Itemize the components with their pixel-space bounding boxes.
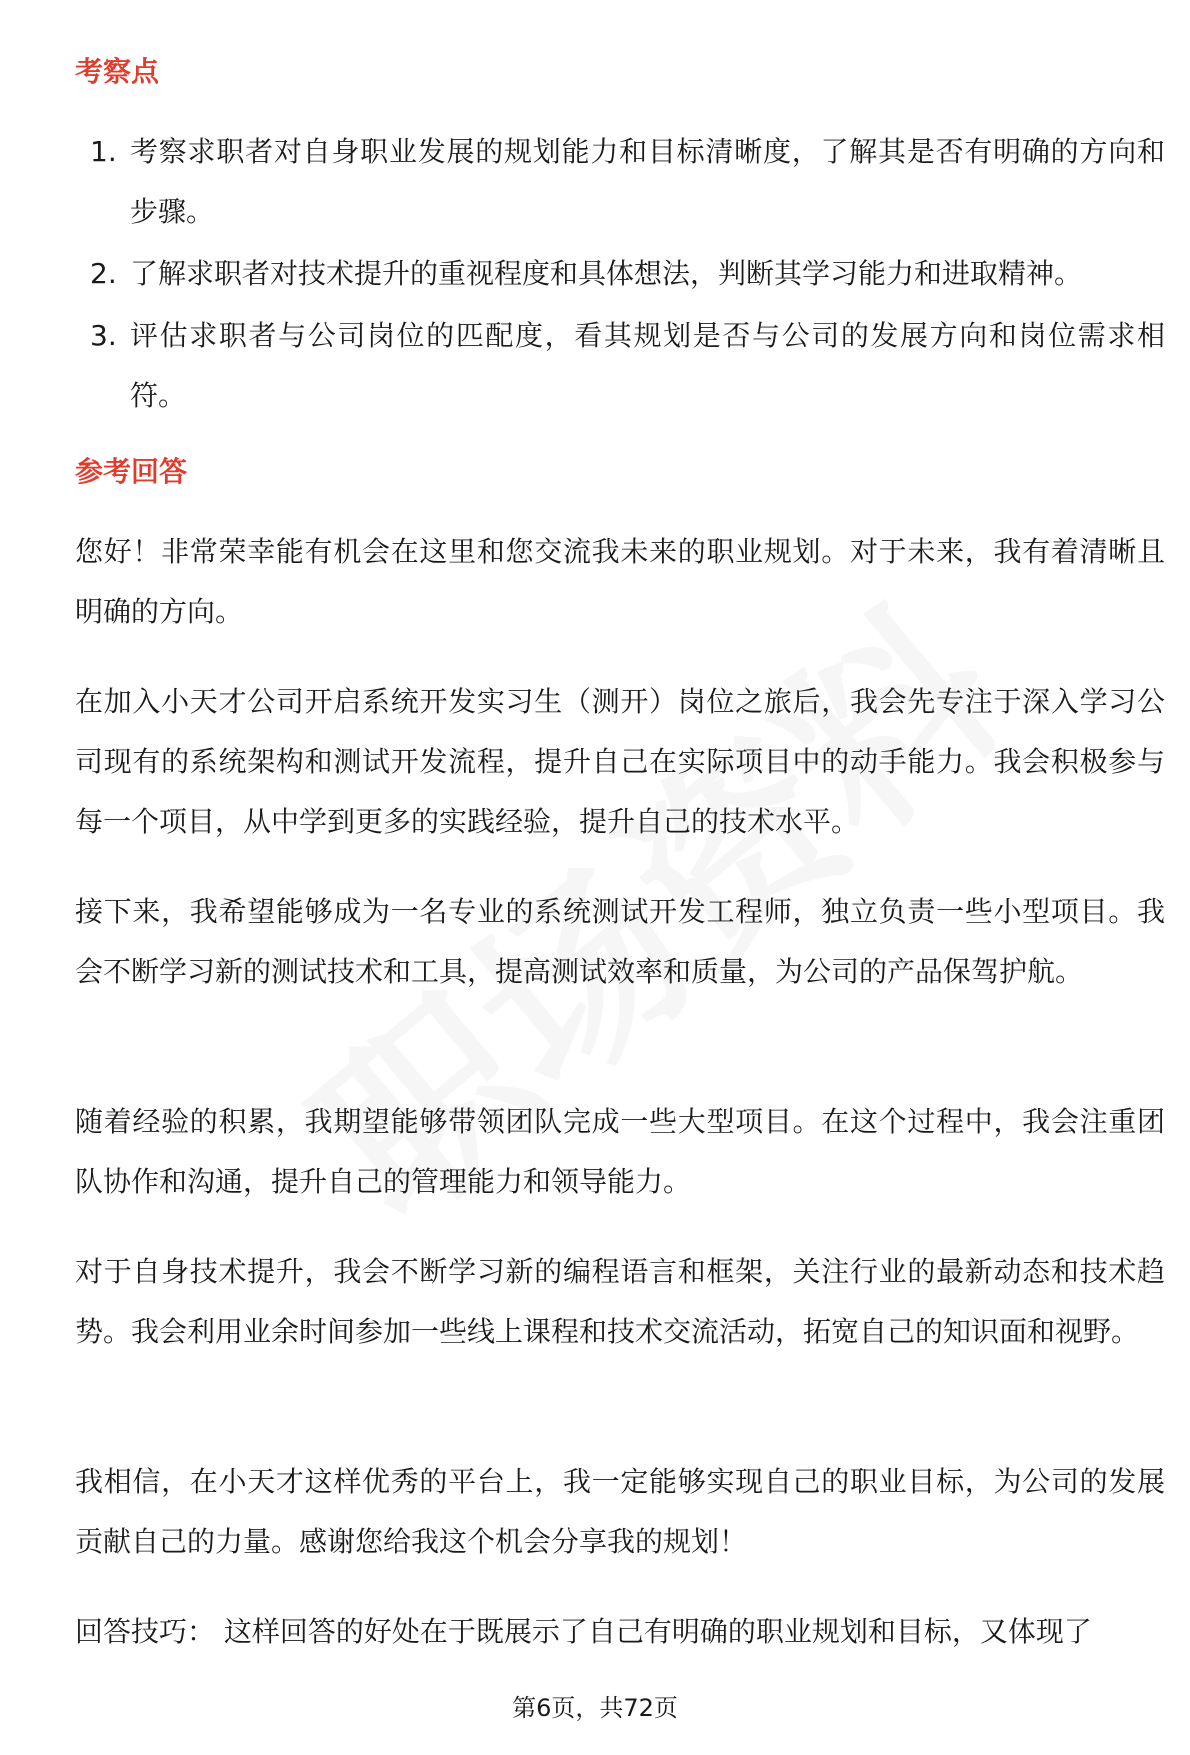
list-text: 评估求职者与公司岗位的匹配度，看其规划是否与公司的发展方向和岗位需求相符。 (130, 319, 1165, 412)
answer-paragraph: 对于自身技术提升，我会不断学习新的编程语言和框架，关注行业的最新动态和技术趋势。我会利用业余时间参加一些线上课程和技术交流活动，拓宽自己的知识面和视野。 (75, 1255, 1165, 1348)
answer-paragraph: 随着经验的积累，我期望能够带领团队完成一些大型项目。在这个过程中，我会注重团队协作和沟通，提升自己的管理能力和领导能力。 (75, 1105, 1165, 1198)
list-number: 1. (90, 135, 117, 168)
list-number: 2. (90, 257, 117, 290)
page-footer: 第6页，共72页 (512, 1694, 678, 1722)
answer-tip: 回答技巧： 这样回答的好处在于既展示了自己有明确的职业规划和目标，又体现了 (75, 1615, 1092, 1648)
answer-paragraph: 我相信，在小天才这样优秀的平台上，我一定能够实现自己的职业目标，为公司的发展贡献自己的力量。感谢您给我这个机会分享我的规划！ (75, 1465, 1165, 1558)
examination-heading: 考察点 (75, 55, 160, 88)
answer-paragraph: 在加入小天才公司开启系统开发实习生（测开）岗位之旅后，我会先专注于深入学习公司现有的系统架构和测试开发流程，提升自己在实际项目中的动手能力。我会积极参与每一个项目，从中学到更多的实践经验，提升自己的技术水平。 (75, 685, 1165, 838)
list-text: 考察求职者对自身职业发展的规划能力和目标清晰度，了解其是否有明确的方向和步骤。 (130, 135, 1165, 228)
list-text: 了解求职者对技术提升的重视程度和具体想法，判断其学习能力和进取精神。 (130, 257, 1083, 290)
list-number: 3. (90, 319, 117, 352)
answer-paragraph: 您好！非常荣幸能有机会在这里和您交流我未来的职业规划。对于未来，我有着清晰且明确的方向。 (75, 535, 1165, 628)
answer-heading: 参考回答 (75, 455, 188, 488)
answer-paragraph: 接下来，我希望能够成为一名专业的系统测试开发工程师，独立负责一些小型项目。我会不断学习新的测试技术和工具，提高测试效率和质量，为公司的产品保驾护航。 (75, 895, 1165, 988)
